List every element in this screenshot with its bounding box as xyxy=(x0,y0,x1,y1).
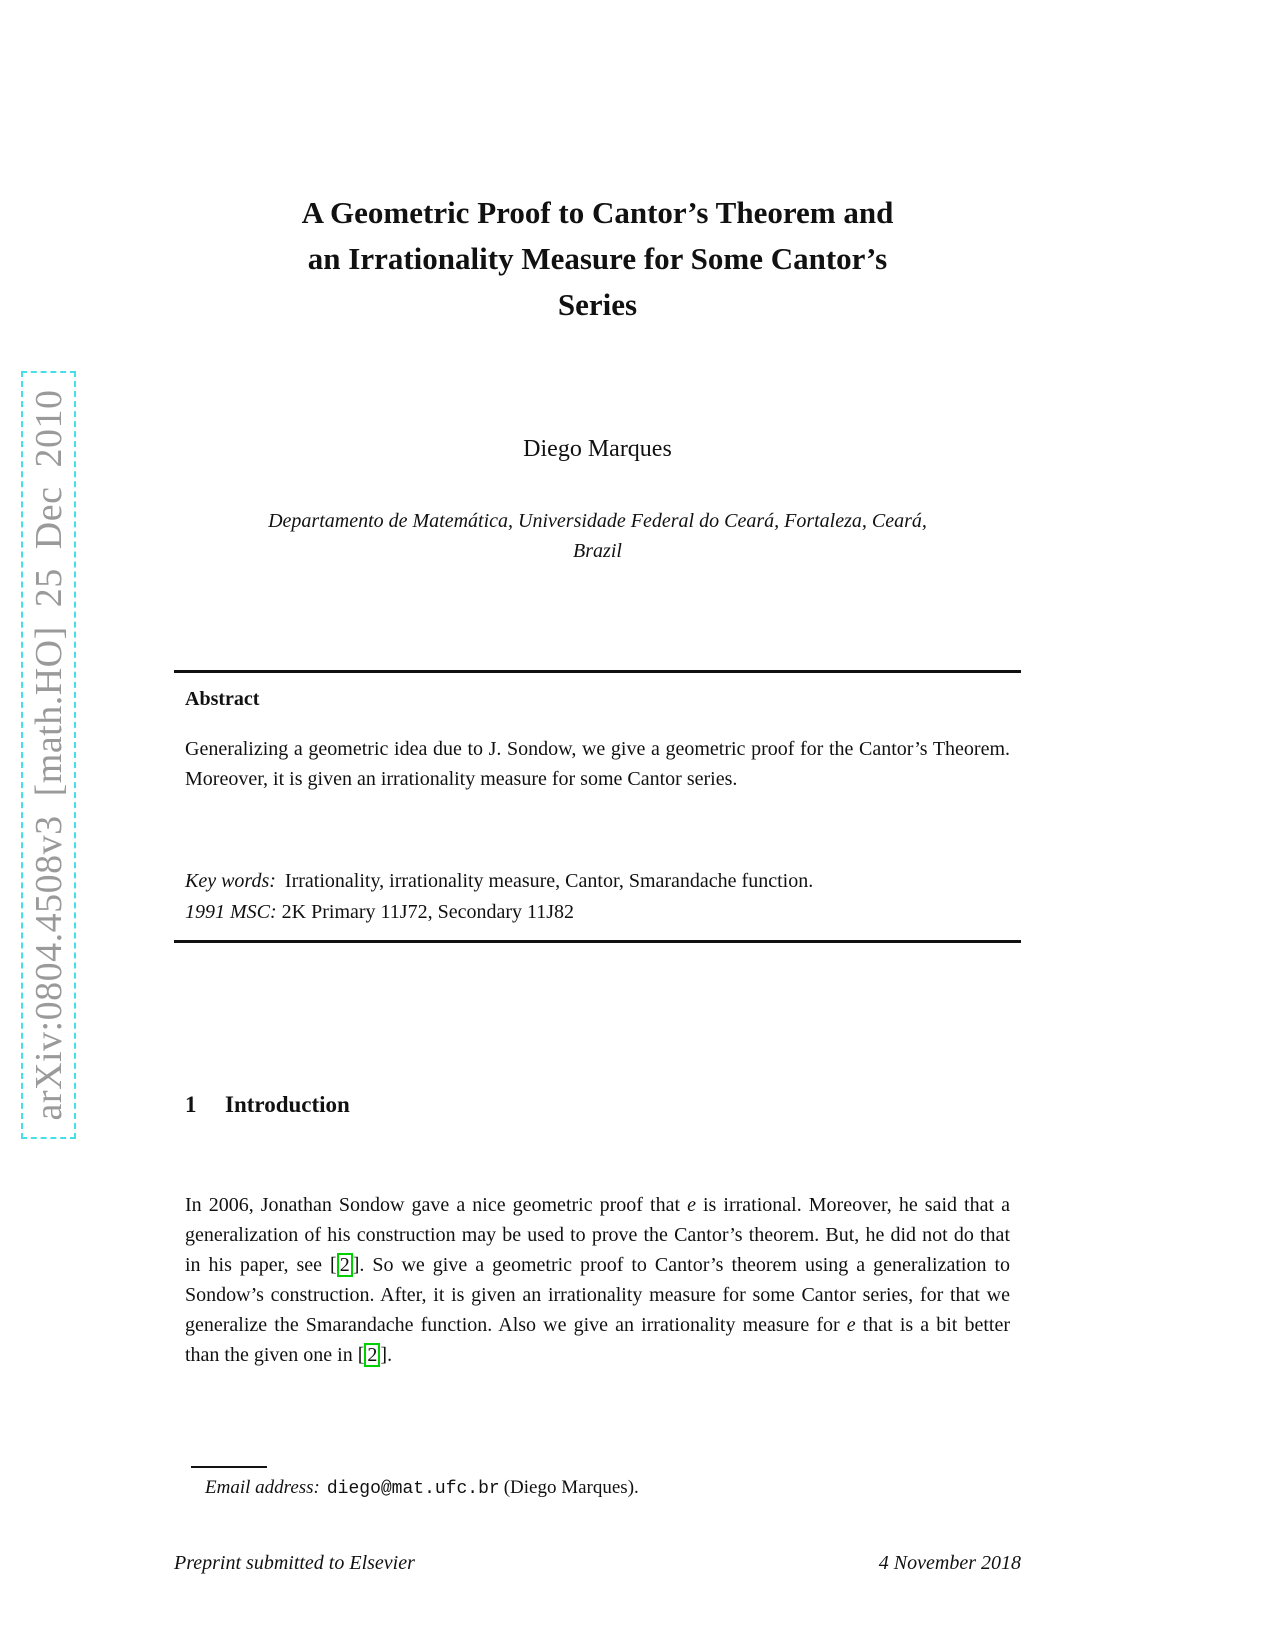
title-line-1: A Geometric Proof to Cantor’s Theorem and xyxy=(301,195,894,230)
email-address: diego@mat.ufc.br xyxy=(326,1479,500,1499)
section-title: Introduction xyxy=(225,1092,350,1117)
page-footer xyxy=(174,1552,1021,1575)
section-number: 1 xyxy=(185,1092,197,1117)
text-run: that is a bit better than the given one in [ xyxy=(185,1314,1010,1366)
email-label: Email address: xyxy=(205,1477,320,1498)
affiliation-line-1: Departamento de Matemática, Universidade Federal do Ceará, Fortaleza, Ceará, xyxy=(268,510,927,532)
arxiv-id-text: arXiv:0804.4508v3 [math.HO] 25 Dec 2010 xyxy=(27,389,70,1121)
msc-line xyxy=(185,897,1010,928)
footnote-line xyxy=(174,1477,1021,1499)
text-run: e xyxy=(687,1194,696,1216)
keywords-line xyxy=(185,866,1010,897)
arxiv-watermark-box xyxy=(21,371,76,1139)
citation-link[interactable]: 2 xyxy=(337,1253,353,1277)
msc-label: 1991 MSC: xyxy=(185,901,277,923)
affiliation-line-2: Brazil xyxy=(573,540,622,562)
intro-paragraph xyxy=(174,1190,1021,1370)
footnote-rule xyxy=(191,1466,267,1468)
keywords-label: Key words: xyxy=(185,870,276,892)
email-suffix: (Diego Marques). xyxy=(503,1477,639,1498)
author-name: Diego Marques xyxy=(523,436,672,462)
text-run: ]. xyxy=(380,1344,393,1366)
affiliation xyxy=(174,506,1021,566)
abstract-text: Generalizing a geometric idea due to J. Sondow, we give a geometric proof for the Cantor’s Theorem. Moreover, it is given an irrationality measure for some Cantor series. xyxy=(185,738,1010,790)
abstract-rule-top xyxy=(174,670,1021,673)
text-run: ]. So we give a geometric proof to Cantor’s theorem using a generalization to Sondow’s construction. After, it is given an irrationality measure for some Cantor series, for that we generalize the Smarandache function. Also we give an irrationality measure for xyxy=(185,1254,1010,1336)
title-line-3: Series xyxy=(557,287,638,322)
title-line-2: an Irrationality Measure for Some Cantor’s xyxy=(307,241,888,276)
footer-right: 4 November 2018 xyxy=(878,1552,1021,1574)
keywords-text: Irrationality, irrationality measure, Cantor, Smarandache function. xyxy=(284,870,814,892)
text-run: is irrational. Moreover, he said that a generalization of his construction may be used to prove the Cantor’s theorem. But, he did not do that in his paper, see [ xyxy=(185,1194,1010,1276)
section-heading xyxy=(174,1092,1021,1118)
abstract-rule-bottom xyxy=(174,940,1021,943)
abstract-heading: Abstract xyxy=(185,688,260,710)
paper-content xyxy=(174,0,1021,1650)
msc-text: 2K Primary 11J72, Secondary 11J82 xyxy=(281,901,575,923)
keywords-block xyxy=(174,866,1021,928)
footer-left: Preprint submitted to Elsevier xyxy=(174,1552,415,1574)
citation-link[interactable]: 2 xyxy=(364,1343,380,1367)
text-run: In 2006, Jonathan Sondow gave a nice geometric proof that xyxy=(185,1194,688,1216)
paper-title xyxy=(174,190,1021,328)
text-run: e xyxy=(846,1314,856,1336)
